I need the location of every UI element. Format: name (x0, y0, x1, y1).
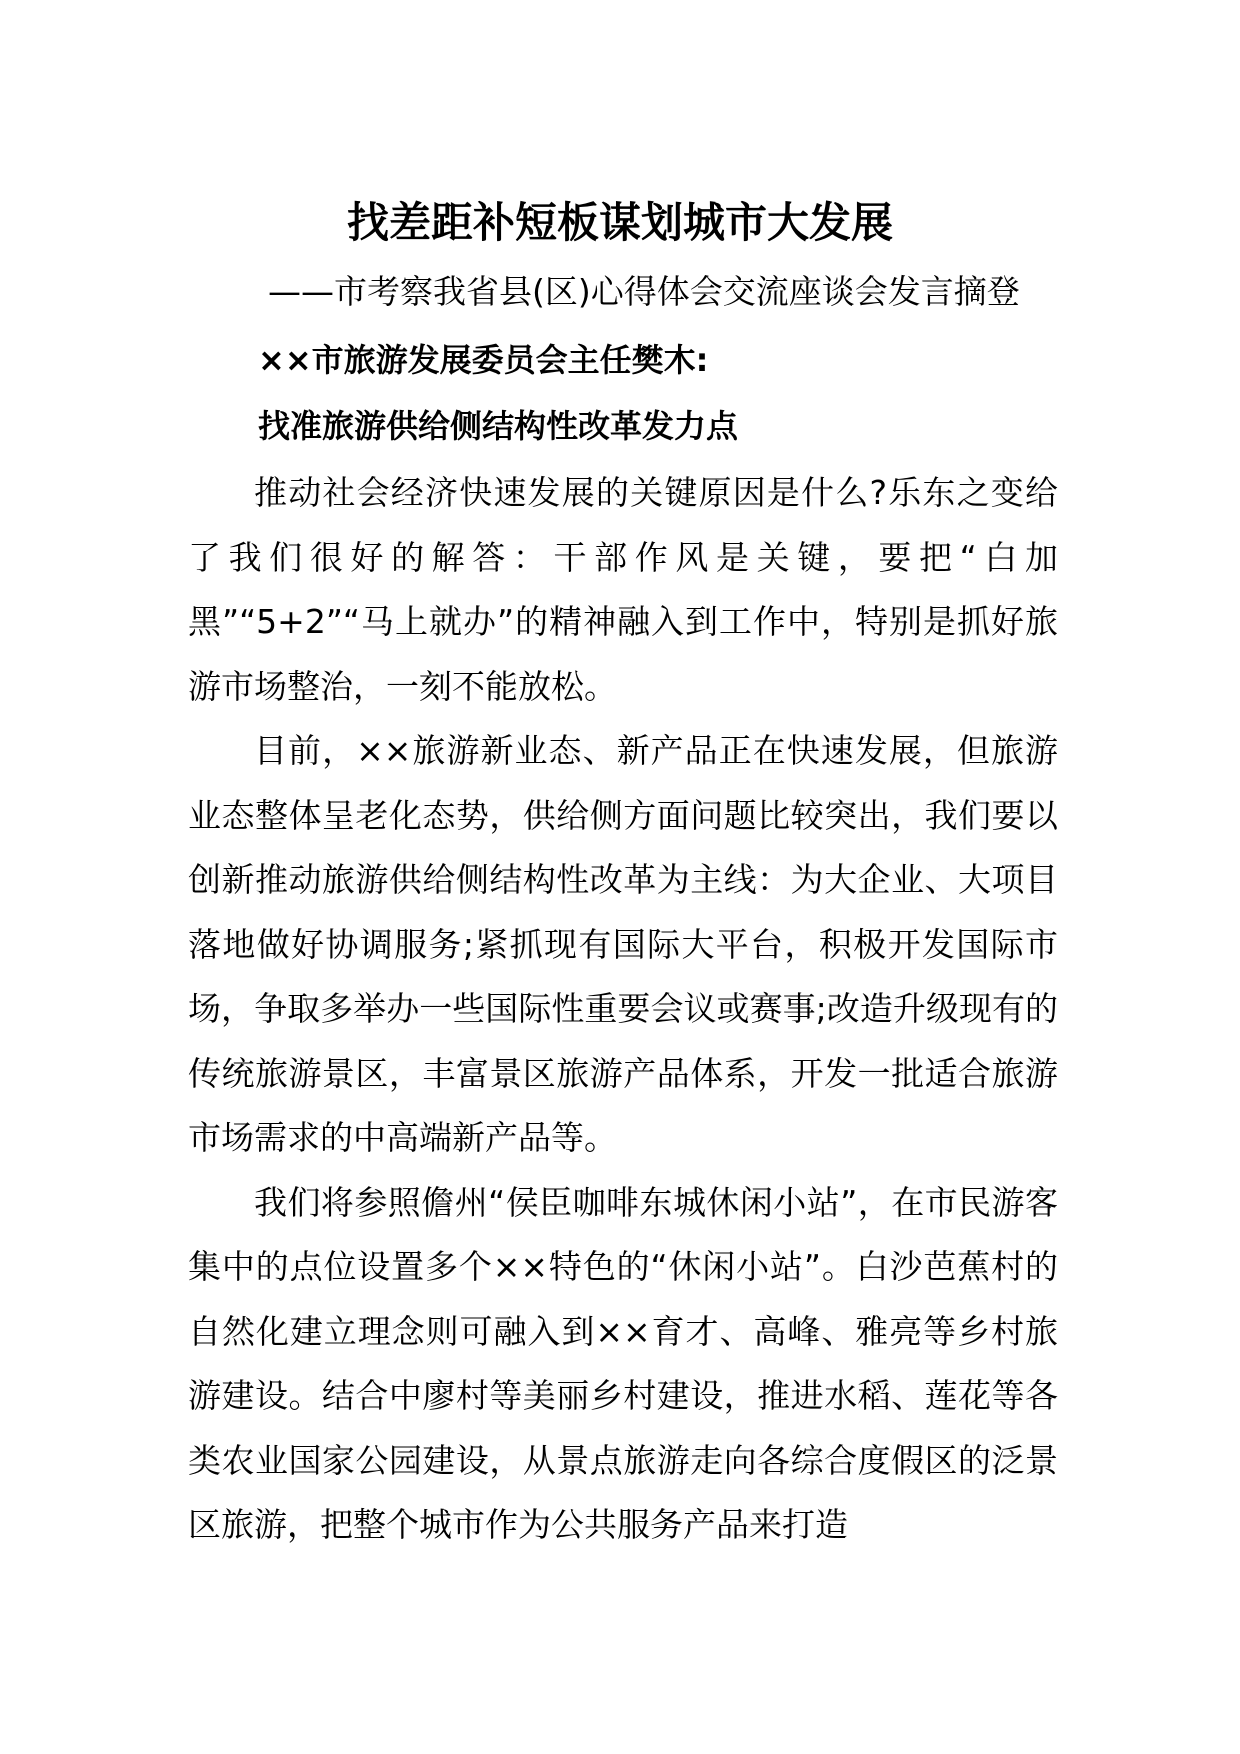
document-subtitle: ——市考察我省县(区)心得体会交流座谈会发言摘登 (268, 272, 1020, 311)
body-paragraph: 推动社会经济快速发展的关键原因是什么?乐东之变给了我们很好的解答：干部作风是关键，要把“白加黑”“5+2”“马上就办”的精神融入到工作中，特别是抓好旅游市场整治，一刻不能放松。 (188, 473, 1058, 706)
section-heading: 找准旅游供给侧结构性改革发力点 (258, 407, 739, 445)
speaker-line: ××市旅游发展委员会主任樊木: (258, 341, 709, 379)
body-paragraph: 目前，××旅游新业态、新产品正在快速发展，但旅游业态整体呈老化态势，供给侧方面问题比较突出，我们要以创新推动旅游供给侧结构性改革为主线：为大企业、大项目落地做好协调服务;紧抓现有国际大平台，积极开发国际市场，争取多举办一些国际性重要会议或赛事;改造升级现有的传统旅游景区，丰富景区旅游产品体系，开发一批适合旅游市场需求的中高端新产品等。 (188, 731, 1058, 1157)
document-body (188, 461, 1058, 1558)
document-title: 找差距补短板谋划城市大发展 (346, 198, 893, 247)
body-paragraph: 我们将参照儋州“侯臣咖啡东城休闲小站”，在市民游客集中的点位设置多个××特色的“休闲小站”。白沙芭蕉村的自然化建立理念则可融入到××育才、高峰、雅亮等乡村旅游建设。结合中廖村等美丽乡村建设，推进水稻、莲花等各类农业国家公园建设，从景点旅游走向各综合度假区的泛景区旅游，把整个城市作为公共服务产品来打造 (188, 1182, 1058, 1544)
